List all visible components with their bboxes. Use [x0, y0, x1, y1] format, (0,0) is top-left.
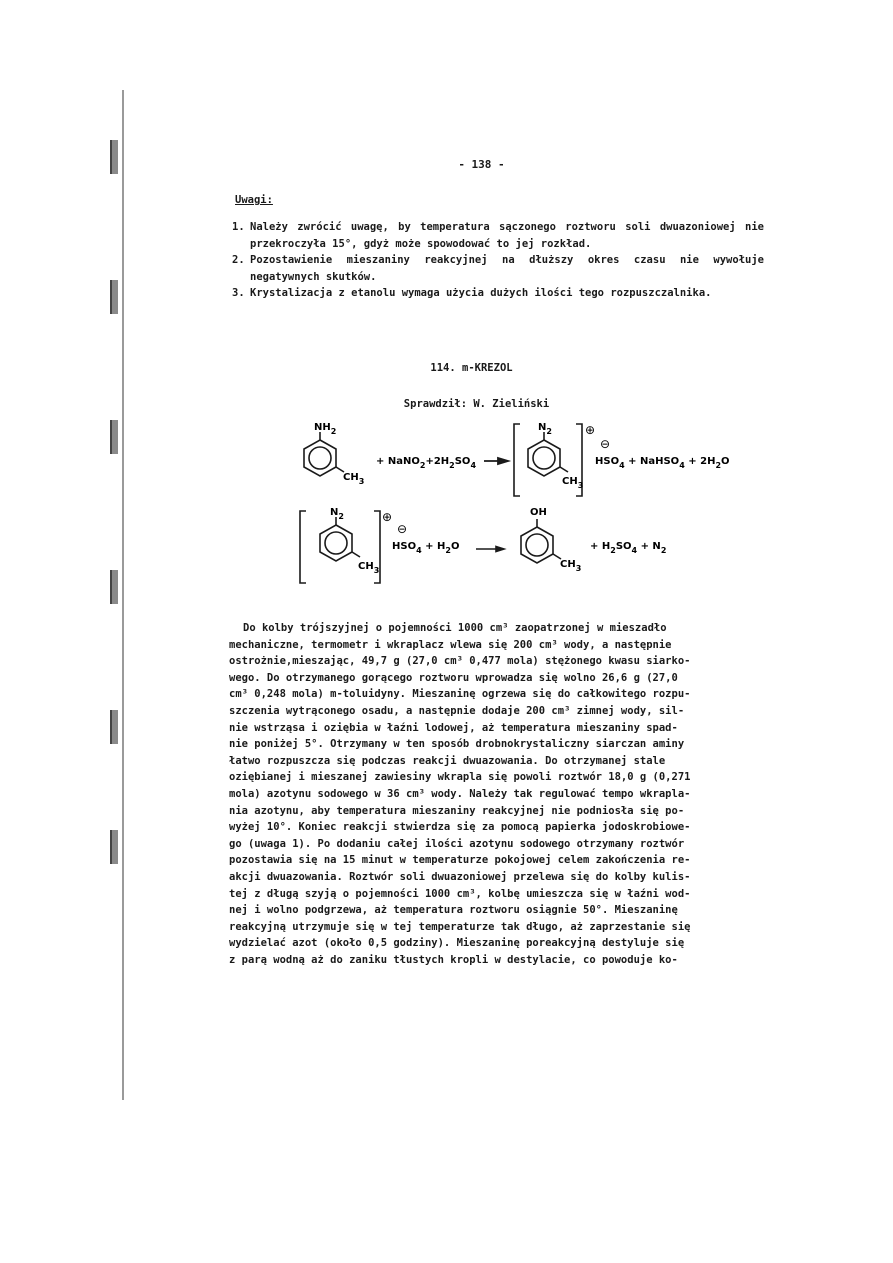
- procedure-line: pozostawia się na 15 minut w temperaturze pokojowej celem zakończenia re-: [229, 854, 691, 867]
- procedure-line: mechaniczne, termometr i wkraplacz wlewa się 200 cm³ wody, a następnie: [229, 638, 672, 651]
- procedure-text: [229, 620, 759, 968]
- note-number: 3.: [232, 287, 245, 299]
- procedure-line: reakcyjną utrzymuje się w tej temperaturze tak długo, aż zaprzestanie się: [229, 920, 691, 933]
- note-text: Krystalizacja z etanolu wymaga użycia dużych ilości tego rozpuszczalnika.: [250, 287, 712, 299]
- binding-tab: [110, 280, 118, 314]
- binding-tab: [110, 570, 118, 604]
- svg-text:⊕: ⊕: [382, 510, 393, 524]
- svg-text:N2: $N_2$: [330, 507, 344, 521]
- procedure-line: mola) azotynu sodowego w 36 cm³ wody. Należy tak regulować tempo wkrapla-: [229, 787, 691, 800]
- procedure-line: z parą wodną aż do zaniku tłustych kropli w destylacie, co powoduje ko-: [229, 953, 678, 966]
- procedure-line: szczenia wytrąconego osadu, a następnie dodaje 200 cm³ zimnej wody, sil-: [229, 704, 685, 717]
- reaction-equation-2: [290, 505, 710, 595]
- section-title: 114. m-KREZOL: [430, 362, 513, 374]
- procedure-line: nej i wolno podgrzewa, aż temperatura roztworu osiągnie 50°. Mieszaninę: [229, 904, 678, 917]
- svg-text:+ NaNO2+2H2SO4: + $NaNO_2+2H_2SO_4$: [376, 456, 477, 470]
- page-number: - 138 -: [458, 158, 505, 171]
- procedure-line: nia azotynu, aby temperatura mieszaniny reakcyjnej nie podniosła się po-: [229, 804, 685, 817]
- procedure-line: nie poniżej 5°. Otrzymany w ten sposób drobnokrystaliczny siarczan aminy: [229, 738, 685, 751]
- svg-text:⊖: ⊖: [397, 522, 408, 536]
- checked-by: Sprawdził: W. Zieliński: [403, 398, 550, 410]
- binding-tab: [110, 710, 118, 744]
- binding-tab: [110, 420, 118, 454]
- svg-text:+ H2SO4 + N2: + $H_2SO_4 + N_2$: [590, 541, 667, 555]
- note-text: Należy zwrócić uwagę, by temperatura sączonego roztworu soli dwuazoniowej nie przekroczyła 15°, gdyż może spowodować to jej rozkład.: [250, 221, 764, 250]
- svg-text:CH3: $CH_3$: [560, 559, 582, 573]
- svg-text:HSO4 + H2O: $HSO_4 + H_2O$: [392, 541, 460, 555]
- notes-list: [232, 219, 764, 302]
- procedure-line: wego. Do otrzymanego gorącego roztworu wprowadza się wolno 26,6 g (27,0: [229, 671, 678, 684]
- note-number: 2.: [232, 254, 245, 266]
- svg-text:CH3: $CH_3$: [343, 472, 365, 486]
- procedure-line: tej z długą szyją o pojemności 1000 cm³, kolbę umieszcza się w łaźni wod-: [229, 887, 691, 900]
- note-item: [232, 285, 764, 302]
- svg-text:⊕: ⊕: [585, 423, 596, 437]
- procedure-line: wyżej 10°. Koniec reakcji stwierdza się za pomocą papierka jodoskrobiowe-: [229, 821, 691, 834]
- notes-heading: Uwagi:: [235, 194, 273, 206]
- page-binding-edge: [108, 90, 124, 1100]
- procedure-line: ostrożnie,mieszając, 49,7 g (27,0 cm³ 0,477 mola) stężonego kwasu siarko-: [229, 655, 691, 668]
- procedure-line: Do kolby trójszyjnej o pojemności 1000 cm³ zaopatrzonej w mieszadło: [243, 622, 667, 634]
- benzene-ring-icon: [304, 432, 344, 476]
- svg-text:NH2: $NH_2$: [314, 422, 337, 436]
- reaction-equation-1: [300, 420, 760, 500]
- svg-text:N2: $N_2$: [538, 422, 552, 436]
- procedure-line: łatwo rozpuszcza się podczas reakcji dwuazowania. Do otrzymanej stale: [229, 754, 666, 767]
- note-number: 1.: [232, 221, 245, 233]
- svg-text:CH3: $CH_3$: [562, 476, 584, 490]
- procedure-line: cm³ 0,248 mola) m-toluidyny. Mieszaninę ogrzewa się do całkowitego rozpu-: [229, 688, 691, 701]
- procedure-line: wydzielać azot (około 0,5 godziny). Mieszaninę poreakcyjną destyluje się: [229, 937, 685, 950]
- procedure-line: oziębianej i mieszanej zawiesiny wkrapla się powoli roztwór 18,0 g (0,271: [229, 771, 691, 784]
- svg-text:CH3: $CH_3$: [358, 561, 380, 575]
- svg-text:HSO4 + NaHSO4 + 2H2O: $HSO_4$ + NaHSO$_4$ + $2H_2O$: [595, 456, 730, 470]
- procedure-line: akcji dwuazowania. Roztwór soli dwuazoniowej przelewa się do kolby kulis-: [229, 870, 691, 883]
- svg-text:OH: OH: [530, 507, 547, 518]
- note-item: [232, 252, 764, 285]
- procedure-line: nie wstrząsa i oziębia w łaźni lodowej, aż temperatura mieszaniny spad-: [229, 721, 678, 734]
- procedure-line: go (uwaga 1). Po dodaniu całej ilości azotynu sodowego otrzymany roztwór: [229, 837, 685, 850]
- note-item: [232, 219, 764, 252]
- note-text: Pozostawienie mieszaniny reakcyjnej na dłuższy okres czasu nie wywołuje negatywnych skutków.: [250, 254, 764, 283]
- svg-text:⊖: ⊖: [600, 437, 611, 451]
- binding-tab: [110, 830, 118, 864]
